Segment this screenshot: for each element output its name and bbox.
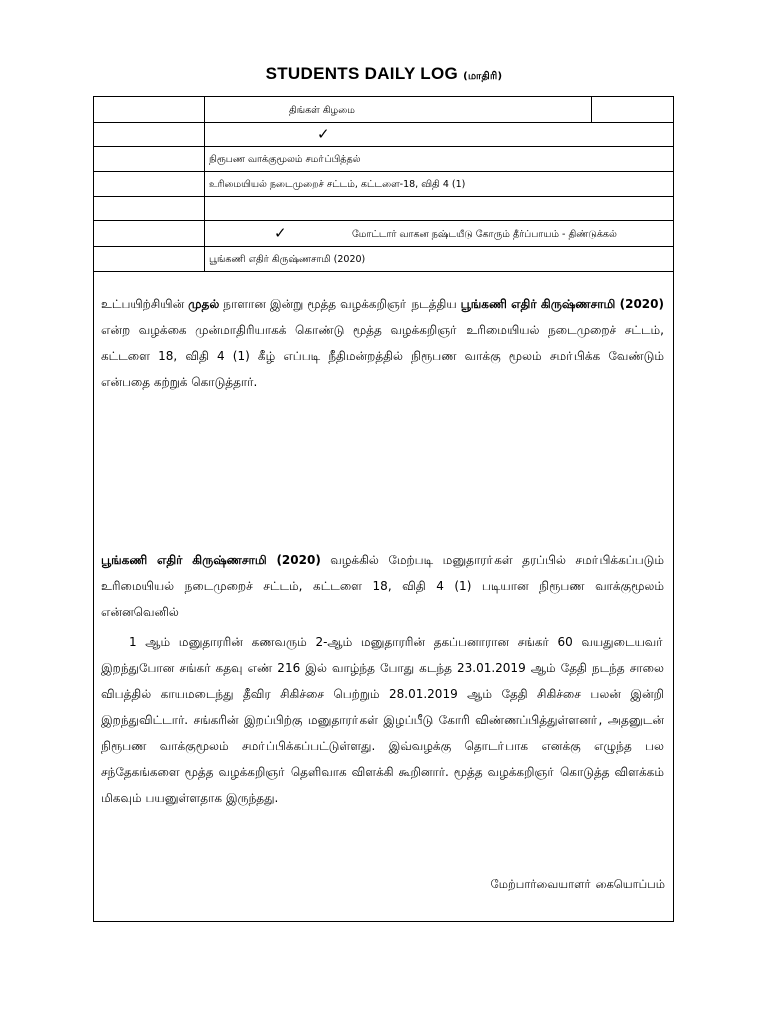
table-row <box>94 97 673 123</box>
activity-label: நிரூபண வாக்குமூலம் சமா்ப்பித்தல் <box>209 154 361 165</box>
paragraph-details: 1 ஆம் மனுதாரரின் கணவரும் 2-ஆம் மனுதாரரின் தகப்பனாரான சங்கர் 60 வயதுடையவா் இறந்துபோன சங்கர் கதவு எண் 216 இல் வாழ்ந்த போது கடந்த 23.01.2019 ஆம் தேதி நடந்த சாலை விபத்தில் காயமடைந்து தீவிர சிகிச்சை பெற்றும் 28.01.2019 ஆம் தேதி சிகிச்சை பலன் இன்றி இறந்துவிட்டார். சங்கரின் இறப்பிற்கு மனுதாரா்கள் இழப்பீடு கோரி விண்ணப்பித்துள்ளனா், அதனுடன் நிரூபண வாக்குமூலம் சமா்ப்பிக்கப்பட்டுள்ளது. இவ்வழக்கு தொடா்பாக எனக்கு எழுந்த பல சந்தேகங்களை மூத்த வழக்கறிஞா் தெளிவாக விளக்கி கூறினார். மூத்த வழக்கறிஞா் கொடுத்த விளக்கம் மிகவும் பயனுள்ளதாக இருந்தது. <box>101 635 664 805</box>
page-title <box>0 64 768 84</box>
table-row <box>94 221 673 247</box>
table-row <box>94 123 673 147</box>
table-row <box>94 197 673 221</box>
log-frame <box>93 96 674 922</box>
title-subtitle: (மாதிரி) <box>463 71 503 82</box>
paragraph-case: பூங்கணி எதிர் கிருஷ்ணசாமி (2020) வழக்கில் மேற்படி மனுதாரா்கள் தரப்பில் சமா்பிக்கப்படும் உரிமையியல் நடைமுறைச் சட்டம், கட்டளை 18, விதி 4 (1) படியான நிரூபண வாக்குமூலம் என்னவெனில் <box>101 553 664 619</box>
table-row <box>94 172 673 197</box>
case-title: பூங்கணி எதிர் கிருஷ்ணசாமி (2020) <box>209 254 366 265</box>
tribunal-label: மோட்டார் வாகன நஷ்டயீடு கோரும் தீர்ப்பாயம் - திண்டுக்கல் <box>352 229 617 240</box>
check-icon: ✓ <box>317 125 330 143</box>
day-label: திங்கள் கிழமை <box>289 105 355 116</box>
title-text: STUDENTS DAILY LOG <box>265 64 459 83</box>
check-icon: ✓ <box>274 224 287 242</box>
table-row <box>94 247 673 272</box>
table-row <box>94 147 673 172</box>
law-reference: உரிமையியல் நடைமுறைச் சட்டம், கட்டளை-18, விதி 4 (1) <box>209 179 466 190</box>
supervisor-signature-label: மேற்பார்வையாளா் கையொப்பம் <box>490 877 665 891</box>
paragraph-intro: உட்பயிற்சியின் முதல் நாளான இன்று மூத்த வழக்கறிஞா் நடத்திய பூங்கணி எதிர் கிருஷ்ணசாமி (2020) என்ற வழக்கை முன்மாதிரியாகக் கொண்டு மூத்த வழக்கறிஞா் உரிமையியல் நடைமுறைச் சட்டம், கட்டளை 18, விதி 4 (1) கீழ் எப்படி நீதிமன்றத்தில் நிரூபண வாக்கு மூலம் சமா்பிக்க வேண்டும் என்பதை கற்றுக் கொடுத்தார். <box>101 297 664 389</box>
